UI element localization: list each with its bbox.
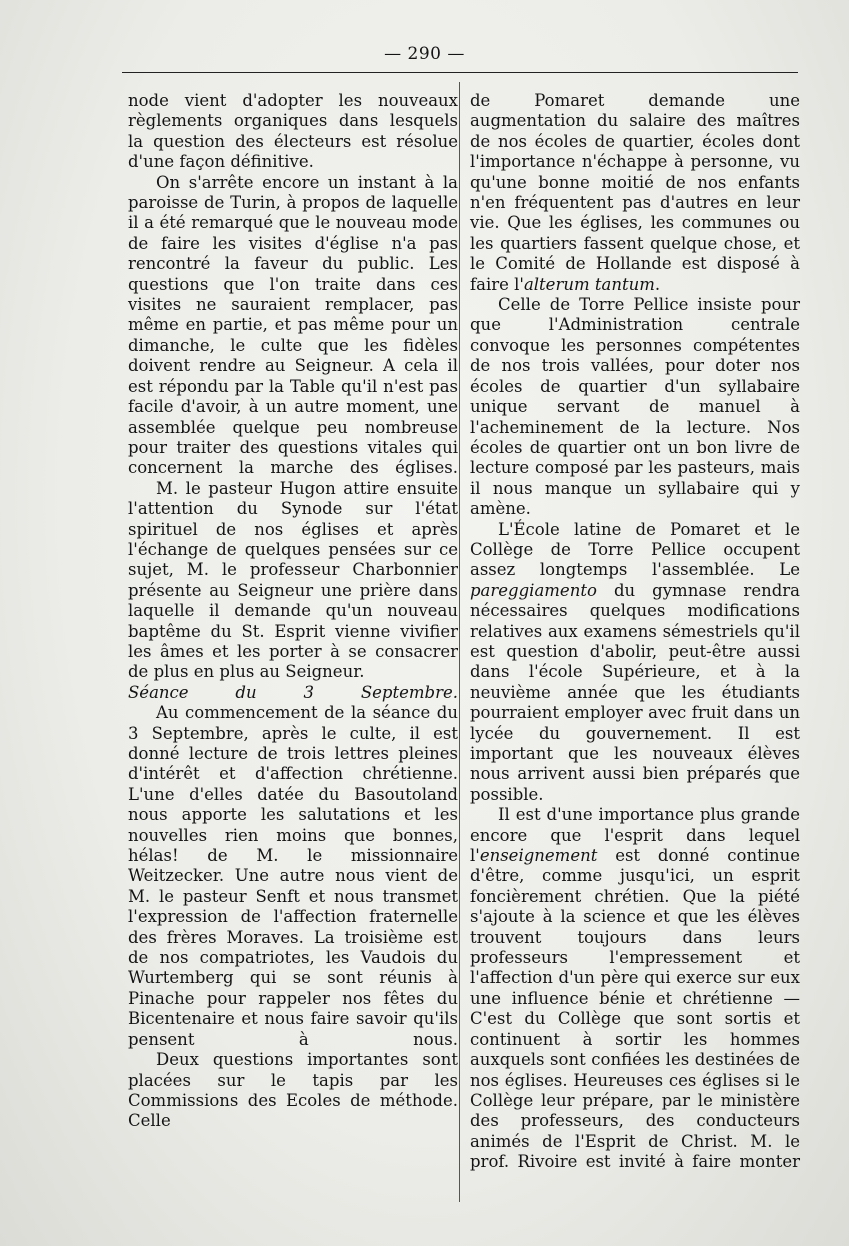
paragraph [470, 805, 800, 1172]
text-run: de Pomaret demande une augmentation du salaire des maîtres de nos écoles de quartier, écoles dont l'importance n'échappe à personne, vu qu'une bonne moitié de nos enfants n'en fréquentent pas d'autres en leur vie. Que les églises, les communes ou les quartiers fassent quelque chose, et le Comité de Hollande est disposé à faire l' [470, 91, 800, 294]
paragraph: On s'arrête encore un instant à la paroisse de Turin, à propos de laquelle il a été remarqué que le nouveau mode de faire les visites d'église n'a pas rencontré la faveur du public. Les questions que l'on traite dans ces visites ne sauraient remplacer, pas même en partie, et pas même pour un dimanche, le culte que les fidèles doivent rendre au Seigneur. A cela il est répondu par la Table qu'il n'est pas facile d'avoir, à un autre moment, une assemblée quelque peu nombreuse pour traiter des questions vitales qui concernent la marche des églises. [128, 172, 458, 478]
column-divider [459, 82, 460, 1202]
header-rule [122, 72, 798, 73]
left-column [128, 91, 458, 1132]
paragraph: node vient d'adopter les nouveaux règlements organiques dans lesquels la question des électeurs est résolue d'une façon définitive. [128, 91, 458, 172]
paragraph: Celle de Torre Pellice insiste pour que l'Administration centrale convoque les personnes compétentes de nos trois vallées, pour doter nos écoles de quartier d'un syllabaire unique servant de manuel à l'acheminement de la lecture. Nos écoles de quartier ont un bon livre de lecture composé par les pasteurs, mais il nous manque un syllabaire qui y amène. [470, 295, 800, 519]
right-column [470, 91, 800, 1173]
text-run: L'École latine de Pomaret et le Collège de Torre Pellice occupent assez longtemps l'assemblée. Le [470, 519, 800, 580]
section-heading: Séance du 3 Septembre. [128, 682, 458, 702]
paragraph: Deux questions importantes sont placées sur le tapis par les Commissions des Ecoles de méthode. Celle [128, 1050, 458, 1131]
text-run: . [654, 274, 661, 294]
text-run: est donné continue d'être, comme jusqu'ici, un esprit foncièrement chrétien. Que la piété s'ajoute à la science et que les élèves trouvent toujours dans leurs professeurs l'empressement et l'affection d'un père qui exerce sur eux une influence bénie et chrétienne — C'est du Collège que sont sortis et continuent à sortir les hommes auxquels sont confiées les destinées de nos églises. Heureuses ces églises si le Collège leur prépare, par le ministère des professeurs, des conducteurs animés de l'Esprit de Christ. M. le prof. Rivoire est invité à faire monter [470, 846, 800, 1172]
italic-run: alterum tantum [523, 274, 655, 294]
italic-run: pareggiamento [470, 580, 597, 600]
paragraph: Au commencement de la séance du 3 Septembre, après le culte, il est donné lecture de trois lettres pleines d'intérêt et d'affection chrétienne. L'une d'elles datée du Basoutoland nous apporte les salutations et les nouvelles rien moins que bonnes, hélas! de M. le missionnaire Weitzecker. Une autre nous vient de M. le pasteur Senft et nous transmet l'expression de l'affection fraternelle des frères Moraves. La troisième est de nos compatriotes, les Vaudois du Wurtemberg qui se sont réunis à Pinache pour rappeler nos fêtes du Bicentenaire et nous faire savoir qu'ils pensent à nous. [128, 703, 458, 1049]
italic-run: enseignement [479, 846, 598, 866]
paragraph [470, 91, 800, 295]
text-run: Il est d'une importance plus grande encore que l'esprit dans lequel l' [470, 805, 800, 866]
paragraph: M. le pasteur Hugon attire ensuite l'attention du Synode sur l'état spirituel de nos églises et après l'échange de quelques pensées sur ce sujet, M. le professeur Charbonnier présente au Seigneur une prière dans laquelle il demande qu'un nouveau baptême du St. Esprit vienne vivifier les âmes et les porter à se consacrer de plus en plus au Seigneur. [128, 478, 458, 682]
paragraph [470, 520, 800, 806]
text-run: du gymnase rendra nécessaires quelques modifications relatives aux examens sémestriels qu'il est question d'abolir, peut-être aussi dans l'école Supérieure, et à la neuvième année que les étudiants pourraient employer avec fruit dans un lycée du gouvernement. Il est important que les nouveaux élèves nous arrivent aussi bien préparés que possible. [470, 580, 800, 804]
page-number: — 290 — [384, 44, 465, 64]
